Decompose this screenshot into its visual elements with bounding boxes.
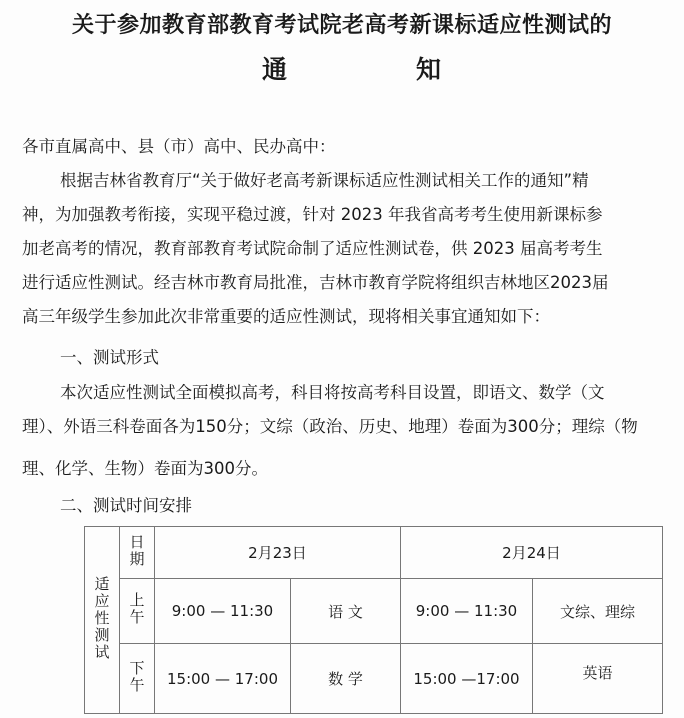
time-cell: 9:00 — 11:30	[401, 579, 533, 644]
row-header-cell	[85, 527, 120, 714]
afternoon-label: 下午	[127, 659, 146, 694]
afternoon-label-cell	[120, 644, 155, 714]
subject-cell: 数 学	[291, 644, 401, 714]
salutation: 各市直属高中、县（市）高中、民办高中：	[22, 137, 336, 156]
paragraph-line: 高三年级学生参加此次非常重要的适应性测试，现将相关事宜通知如下：	[22, 307, 550, 326]
paragraph-line: 理、化学、生物）卷面为300分。	[22, 459, 268, 478]
time-cell: 9:00 — 11:30	[155, 579, 291, 644]
subject-cell: 语 文	[291, 579, 401, 644]
paragraph-line: 本次适应性测试全面模拟高考，科目将按高考科目设置，即语文、数学（文	[60, 383, 605, 402]
notice-title: 关于参加教育部教育考试院老高考新课标适应性测试的	[71, 13, 612, 38]
row-header: 适应性测试	[92, 575, 111, 661]
paragraph-line: 加老高考的情况，教育部教育考试院命制了适应性测试卷，供 2023 届高考考生	[22, 239, 603, 258]
paragraph-line: 根据吉林省教育厅“关于做好老高考新课标适应性测试相关工作的通知”精	[60, 171, 589, 190]
paragraph-line: 理）、外语三科卷面各为150分；文综（政治、历史、地理）卷面为300分；理综（物	[22, 417, 638, 436]
section-heading: 一、测试形式	[60, 348, 159, 367]
date-label-cell	[120, 527, 155, 579]
notice-title-char-2: 知	[416, 55, 442, 84]
paragraph-line: 进行适应性测试。经吉林市教育局批准，吉林市教育学院将组织吉林地区2023届	[22, 273, 609, 292]
paragraph-line: 神，为加强教考衔接，实现平稳过渡，针对 2023 年我省高考考生使用新课标参	[22, 205, 603, 224]
morning-label-cell	[120, 579, 155, 644]
notice-title-char-1: 通	[262, 55, 288, 84]
date-header: 2月24日	[401, 527, 663, 579]
section-heading: 二、测试时间安排	[60, 496, 192, 515]
time-cell: 15:00 — 17:00	[155, 644, 291, 714]
subject-cell: 文综、理综	[533, 579, 663, 644]
time-cell: 15:00 —17:00	[401, 644, 533, 714]
subject-cell: 英语	[533, 644, 663, 714]
morning-label: 上午	[127, 592, 146, 626]
date-header: 2月23日	[155, 527, 401, 579]
schedule-table	[84, 526, 663, 714]
date-label: 日期	[127, 533, 146, 568]
